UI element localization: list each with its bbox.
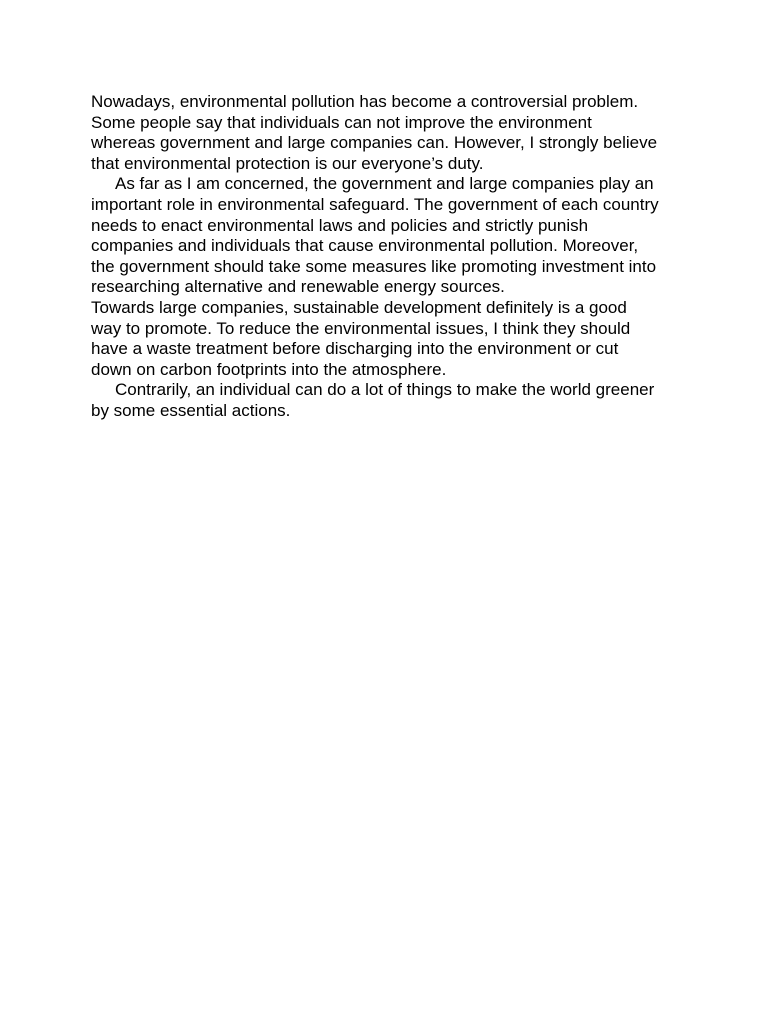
paragraph-government-role: As far as I am concerned, the government and large companies play an important role in environmental safeguard. The government of each country needs to enact environmental laws and policies and strictly punish companies and individuals that cause environmental pollution. Moreover, the government should take some measures like promoting investment into researching alternative and renewable energy sources. [91, 174, 659, 297]
essay-body [91, 92, 691, 422]
paragraph-individuals: Contrarily, an individual can do a lot of things to make the world greener by some essential actions. [91, 380, 655, 420]
paragraph-introduction: Nowadays, environmental pollution has become a controversial problem. Some people say that individuals can not improve the environment whereas government and large companies can. However, I strongly believe that environmental protection is our everyone’s duty. [91, 92, 658, 173]
paragraph-large-companies: Towards large companies, sustainable development definitely is a good way to promote. To reduce the environmental issues, I think they should have a waste treatment before discharging into the environment or cut down on carbon footprints into the atmosphere. [91, 297, 631, 379]
